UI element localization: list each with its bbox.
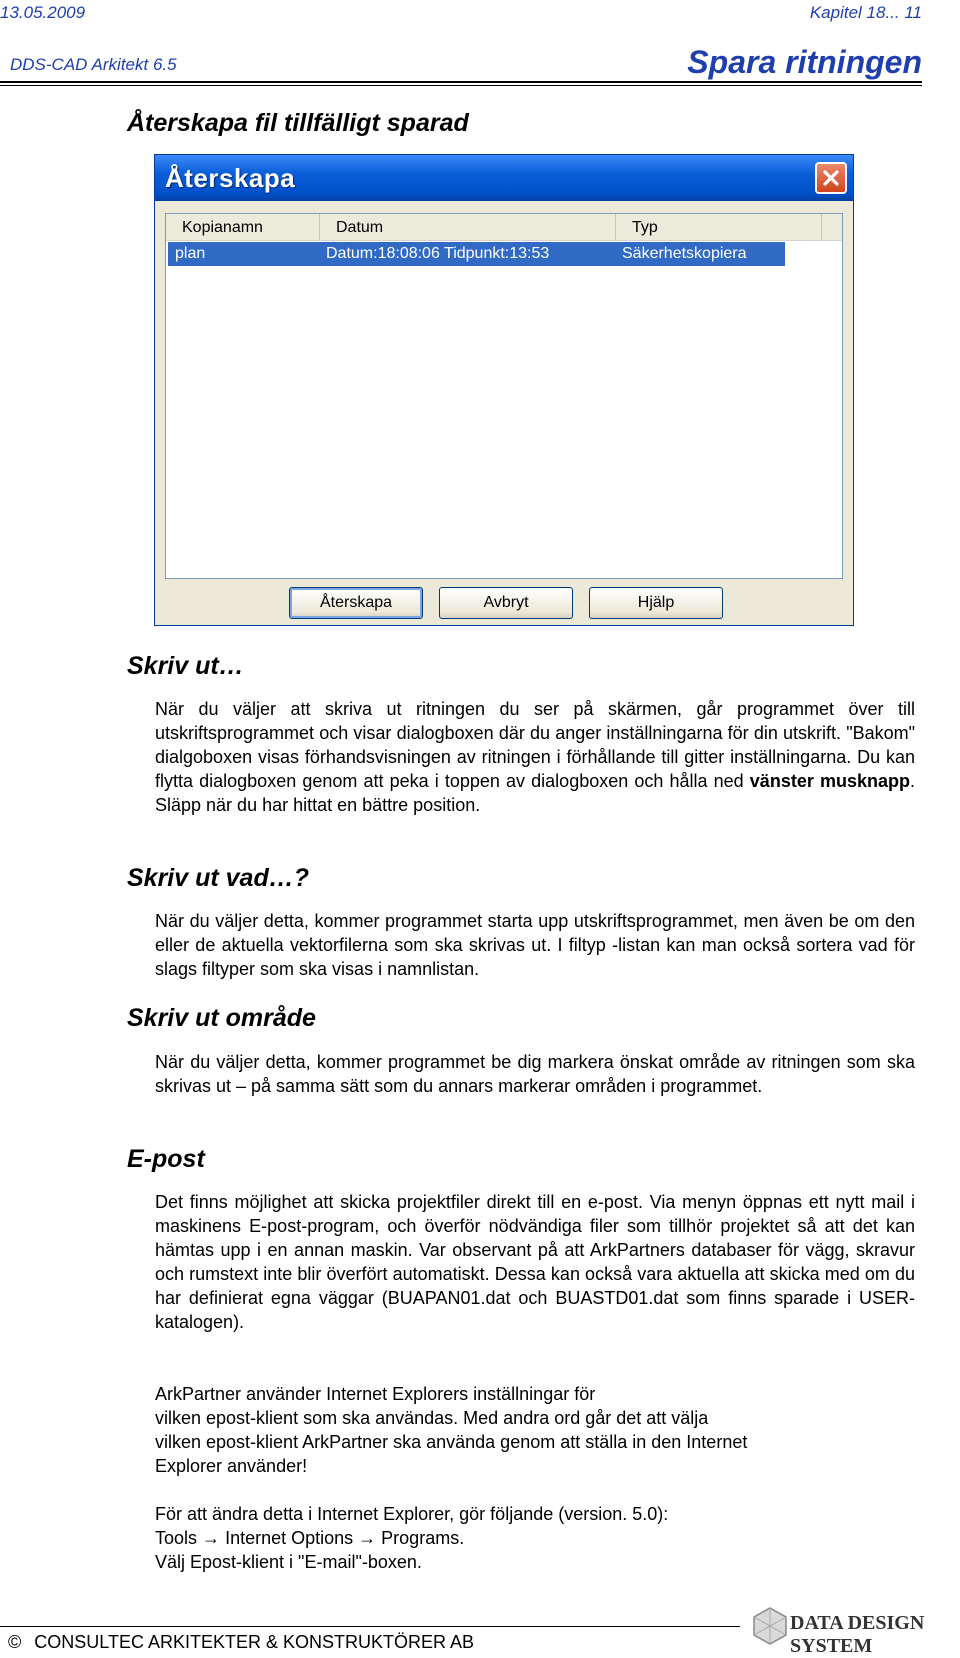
email-p2-line3: vilken epost-klient ArkPartner ska använda genom att ställa in den Internet (155, 1432, 748, 1452)
email-p3-line2 (155, 1526, 915, 1550)
menu-path-programs: Programs. (381, 1528, 465, 1548)
email-p2-line4: Explorer använder! (155, 1456, 308, 1476)
close-button[interactable] (815, 162, 847, 194)
email-p2-line1: ArkPartner använder Internet Explorers inställningar för (155, 1384, 596, 1404)
backup-list[interactable] (165, 213, 843, 579)
row-type: Säkerhetskopiera (622, 245, 747, 262)
email-paragraph-3 (155, 1502, 915, 1574)
footer-company (8, 1632, 474, 1653)
dialog-title: Återskapa (165, 163, 296, 193)
dialog-titlebar[interactable] (155, 155, 853, 201)
restore-button[interactable]: Återskapa (289, 587, 423, 619)
list-item[interactable] (168, 242, 785, 266)
company-name: CONSULTEC ARKITEKTER & KONSTRUKTÖRER AB (34, 1632, 475, 1652)
print-text-bold: vänster musknapp (749, 771, 910, 791)
column-header-date[interactable]: Datum (320, 214, 616, 240)
header-product: DDS-CAD Arkitekt 6.5 (10, 55, 177, 74)
print-area-paragraph: När du väljer detta, kommer programmet be dig markera önskat område av ritningen som ska skrivas ut – på samma sätt som du annars markerar områden i programmet. (155, 1052, 915, 1096)
dds-logo-icon (752, 1606, 788, 1646)
header-date: 13.05.2009 (0, 3, 86, 22)
column-header-name[interactable]: Kopianamn (166, 214, 320, 240)
footer-rule (0, 1626, 740, 1627)
print-text-b: . Släpp när du har hittat en bättre position. (155, 771, 915, 815)
print-what-paragraph: När du väljer detta, kommer programmet starta upp utskriftsprogrammet, men även be om den eller de aktuella vektorfilerna som ska skrivas ut. I filtyp -listan kan man också sortera vad för slags filtyper som ska visas i namnlistan. (155, 911, 915, 979)
email-p3-line1: För att ändra detta i Internet Explorer, gör följande (version. 5.0): (155, 1504, 669, 1524)
row-name: plan (175, 245, 206, 262)
restore-section-title: Återskapa fil tillfälligt sparad (127, 109, 469, 137)
row-date: Datum:18:08:06 Tidpunkt:13:53 (326, 245, 550, 262)
header-rule-thin (0, 85, 922, 86)
email-paragraph-1: Det finns möjlighet att skicka projektfiler direkt till en e-post. Via menyn öppnas ett nytt mail i maskinens E-post-program, och överför nödvändiga filer som tillhör projektet så att det kan hämtas upp i en annan maskin. Var observant på att ArkPartners databaser för vägg, skravur och rumstext inte blir överfört automatiskt. Dessa kan också vara aktuella att skicka med om du har definierat egna väggar (BUAPAN01.dat och BUASTD01.dat som finns sparade i USER-katalogen). (155, 1192, 915, 1332)
menu-path-internet-options: Internet Options (225, 1528, 354, 1548)
column-header-type[interactable]: Typ (616, 214, 822, 240)
print-paragraph (155, 697, 915, 817)
help-button[interactable]: Hjälp (589, 587, 723, 619)
email-section-title: E-post (127, 1145, 205, 1173)
header-rule (0, 81, 922, 83)
print-section-title: Skriv ut… (127, 652, 244, 680)
restore-dialog (154, 154, 854, 626)
menu-path-tools: Tools (155, 1528, 198, 1548)
email-paragraph-2 (155, 1382, 915, 1478)
dds-logo-text: DATA DESIGN SYSTEM (790, 1612, 925, 1657)
print-area-section-title: Skriv ut område (127, 1004, 316, 1032)
list-header (166, 214, 842, 241)
cancel-button[interactable]: Avbryt (439, 587, 573, 619)
email-p2-line2: vilken epost-klient som ska användas. Med andra ord går det att välja (155, 1408, 709, 1428)
header-chapter: Kapitel 18... 11 (809, 3, 922, 22)
arrow-right-icon: → (202, 1528, 226, 1548)
print-what-section-title: Skriv ut vad…? (127, 864, 309, 892)
arrow-right-icon: → (358, 1528, 382, 1548)
email-p3-line3: Välj Epost-klient i "E-mail"-boxen. (155, 1552, 422, 1572)
close-icon (820, 167, 842, 189)
page-title: Spara ritningen (687, 44, 922, 80)
copyright-symbol: © (8, 1632, 22, 1652)
print-text-a: När du väljer att skriva ut ritningen du ser på skärmen, går programmet över till utskriftsprogrammet och visar dialogboxen där du anger inställningarna för din utskrift. "Bakom" dialgoboxen visas förhandsvisningen av ritningen i förhållande till gitter inställningarna. Du kan flytta dialogboxen genom att peka i toppen av dialogboxen och hålla ned (155, 699, 915, 791)
